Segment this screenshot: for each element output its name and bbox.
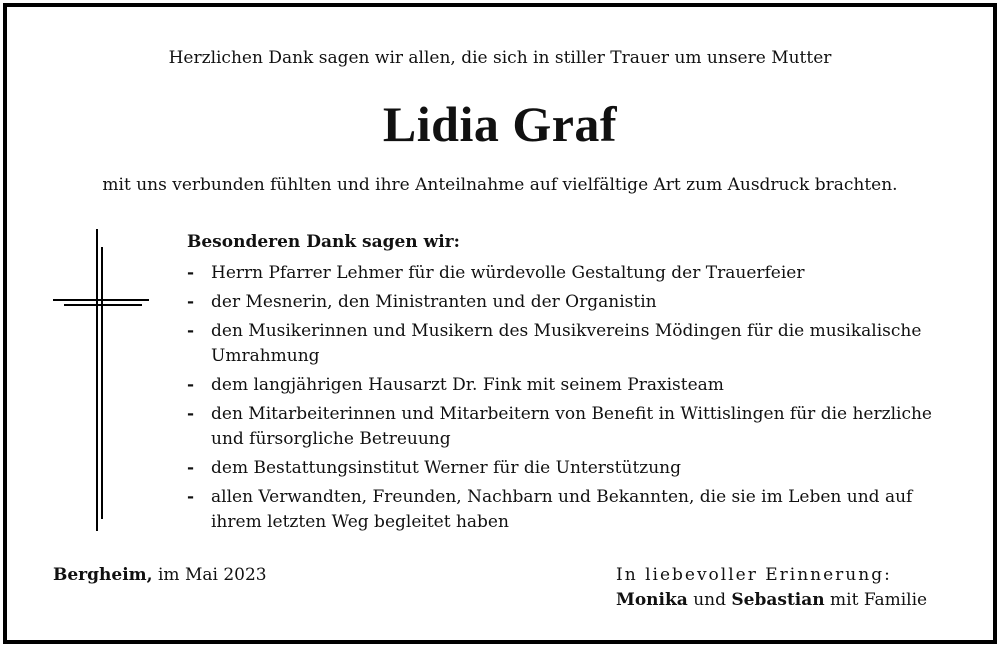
dash-bullet: - bbox=[187, 375, 195, 395]
place-date: Bergheim, im Mai 2023 bbox=[53, 565, 267, 585]
thanks-heading: Besonderen Dank sagen wir: bbox=[187, 232, 460, 252]
list-item: - dem Bestattungsinstitut Werner für die Unterstützung bbox=[187, 456, 967, 481]
thanks-list bbox=[187, 261, 967, 539]
dash-bullet: - bbox=[187, 487, 195, 507]
dash-bullet: - bbox=[187, 321, 195, 341]
list-item: - den Mitarbeiterinnen und Mitarbeitern von Benefit in Wittislingen für die herzliche und fürsorgliche Betreuung bbox=[187, 404, 932, 449]
deceased-name: Lidia Graf bbox=[382, 96, 618, 152]
intro-text: Herzlichen Dank sagen wir allen, die sich in stiller Trauer um unsere Mutter bbox=[168, 48, 832, 68]
list-item: - den Musikerinnen und Musikern des Musikvereins Mödingen für die musikalische Umrahmung bbox=[187, 321, 922, 366]
dash-bullet: - bbox=[187, 292, 195, 312]
dash-bullet: - bbox=[187, 458, 195, 478]
list-item: - der Mesnerin, den Ministranten und der Organistin bbox=[187, 290, 967, 315]
outro-text: mit uns verbunden fühlten und ihre Anteilnahme auf vielfältige Art zum Ausdruck brachten. bbox=[102, 175, 898, 195]
list-item: - Herrn Pfarrer Lehmer für die würdevolle Gestaltung der Trauerfeier bbox=[187, 261, 967, 286]
list-item: - dem langjährigen Hausarzt Dr. Fink mit seinem Praxisteam bbox=[187, 373, 967, 398]
list-item: - allen Verwandten, Freunden, Nachbarn und Bekannten, die sie im Leben und auf ihrem letzten Weg begleitet haben bbox=[187, 487, 913, 532]
family-signature: Monika und Sebastian mit Familie bbox=[616, 590, 928, 610]
cross-icon bbox=[53, 229, 153, 531]
dash-bullet: - bbox=[187, 404, 195, 424]
obituary-card bbox=[3, 3, 997, 644]
dash-bullet: - bbox=[187, 263, 195, 283]
memory-line: In liebevoller Erinnerung: bbox=[616, 565, 892, 585]
